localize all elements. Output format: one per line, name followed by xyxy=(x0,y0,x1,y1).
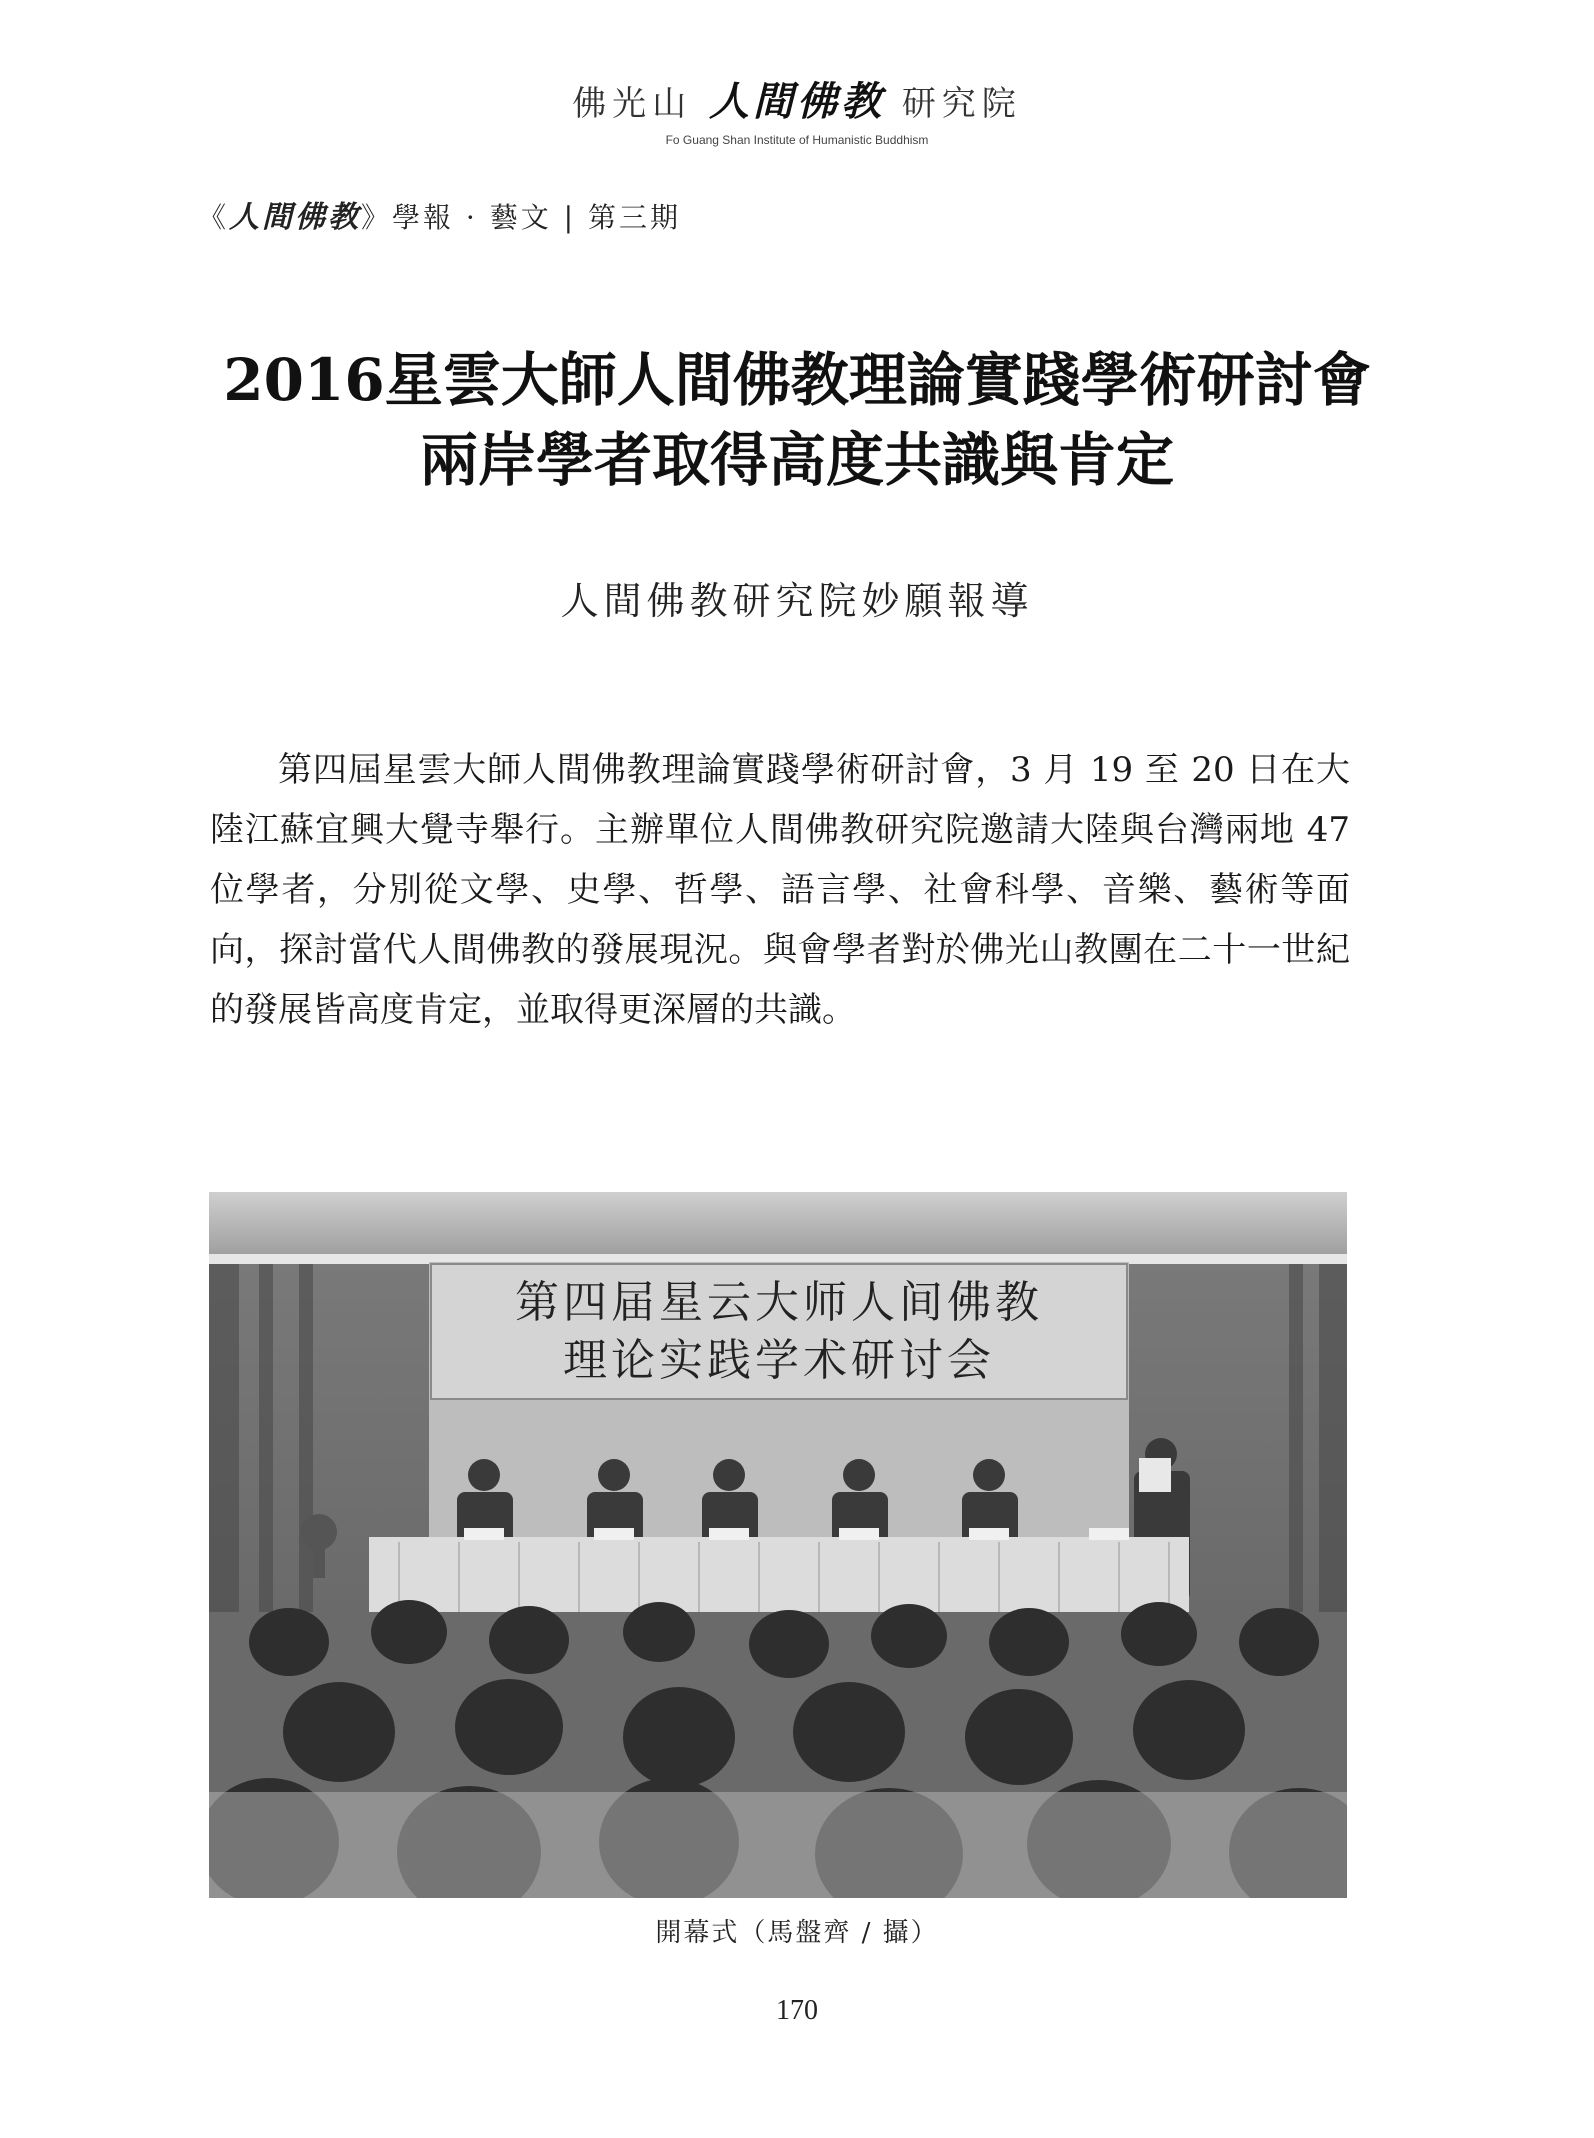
institute-subtitle: Fo Guang Shan Institute of Humanistic Buddhism xyxy=(665,133,929,147)
journal-close-bracket: 》 xyxy=(361,201,393,234)
conference-photo xyxy=(209,1192,1347,1898)
article-byline: 人間佛教研究院妙願報導 xyxy=(560,579,1034,623)
institute-brand: 人間佛教 xyxy=(709,78,885,125)
conference-photo-image xyxy=(209,1192,1347,1898)
article-title xyxy=(0,340,1594,500)
journal-issue: 學報 · 藝文 | 第三期 xyxy=(392,201,681,234)
journal-open-bracket: 《 xyxy=(198,201,230,234)
banner-line1: 第四届星云大师人间佛教 xyxy=(515,1277,1043,1328)
institute-prefix: 佛光山 xyxy=(572,84,693,124)
page-number: 170 xyxy=(776,1995,818,2026)
masthead xyxy=(0,70,1594,147)
article-title-line2: 兩岸學者取得高度共識與肯定 xyxy=(419,426,1174,494)
article-body: 第四屆星雲大師人間佛教理論實踐學術研討會，3 月 19 至 20 日在大陸江蘇宜興大覺寺舉行。主辦單位人間佛教研究院邀請大陸與台灣兩地 47 位學者，分別從文學、史學、哲學、語言學、社會科學、音樂、藝術等面向，探討當代人間佛教的發展現況。與會學者對於佛光山教團在二十一世紀的發展皆高度肯定，並取得更深層的共識。 xyxy=(210,750,1350,1030)
banner-line2: 理论实践学术研讨会 xyxy=(563,1335,995,1386)
photo-caption: 開幕式（馬盤齊 / 攝） xyxy=(655,1918,939,1948)
article-title-line1: 2016星雲大師人間佛教理論實踐學術研討會 xyxy=(223,346,1371,414)
institute-logo xyxy=(0,70,1594,127)
journal-brand: 人間佛教 xyxy=(229,200,362,235)
journal-header xyxy=(198,192,681,236)
institute-suffix: 研究院 xyxy=(901,84,1022,124)
